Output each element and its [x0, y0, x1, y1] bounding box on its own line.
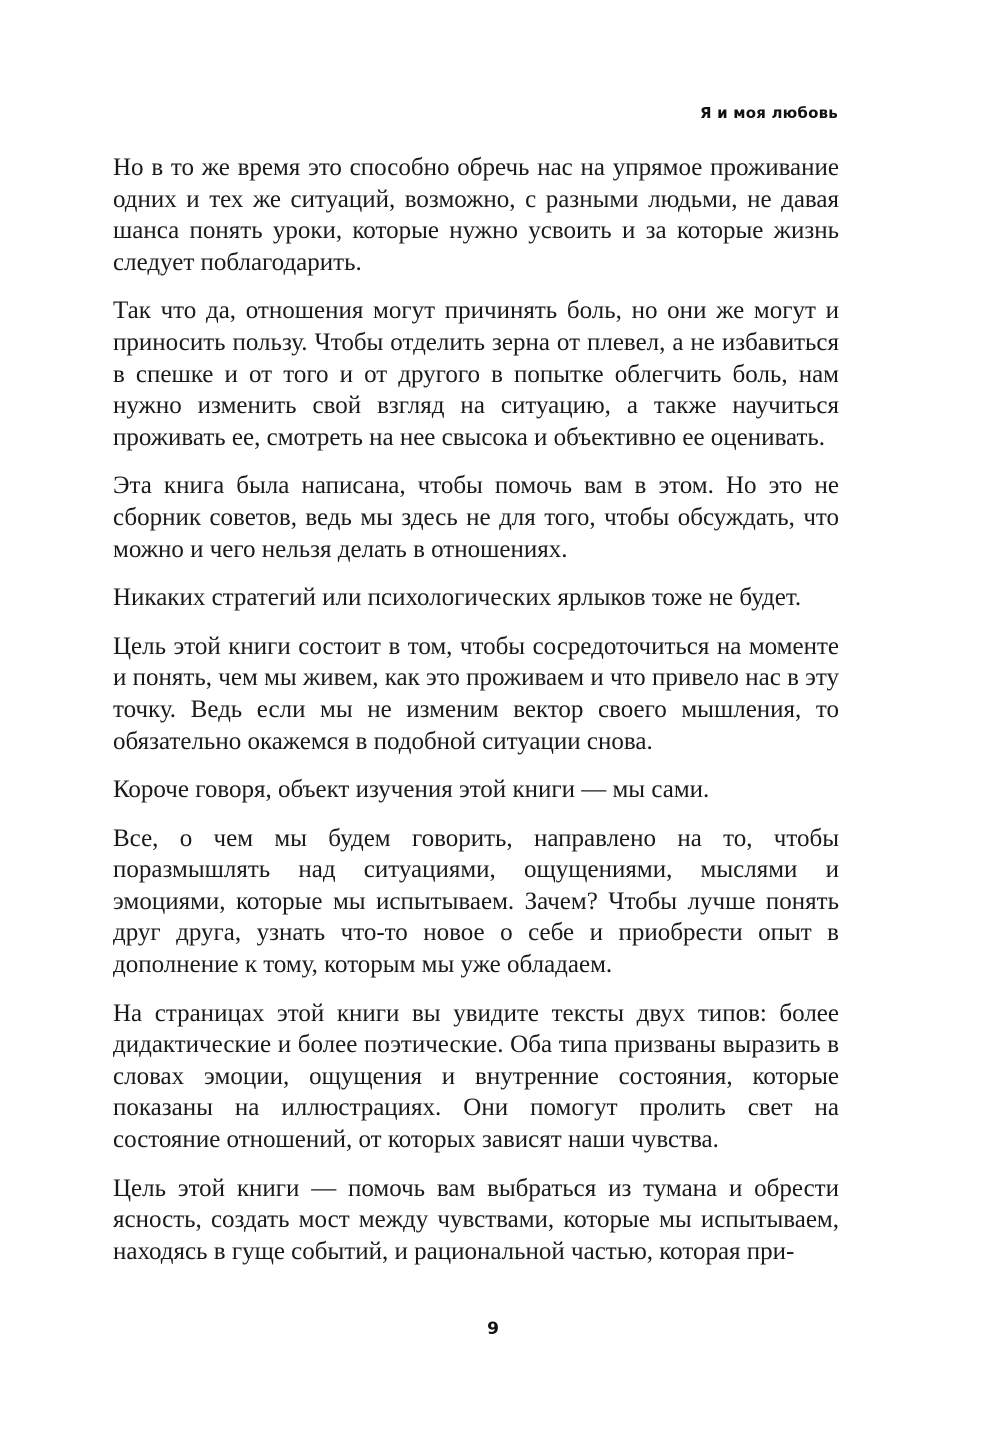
paragraph-4: Никаких стратегий или психологических ярлыков тоже не будет.: [113, 584, 802, 612]
paragraph-5: Цель этой книги состоит в том, чтобы сосредоточиться на моменте и понять, чем мы живем, как это проживаем и что привело нас в эту точку. Ведь если мы не изменим вектор своего мышления, то обязательно окажемся в подобной ситуации снова.: [113, 632, 839, 755]
running-head-title: Я и моя любовь: [699, 104, 838, 122]
paragraph-6: Короче говоря, объект изучения этой книги — мы сами.: [113, 776, 710, 804]
paragraph-3: Эта книга была написана, чтобы помочь вам в этом. Но это не сборник советов, ведь мы здесь не для того, чтобы обсуждать, что можно и чего нельзя делать в отношениях.: [113, 472, 839, 563]
page-number: 9: [487, 1319, 499, 1339]
paragraph-7: Все, о чем мы будем говорить, направлено на то, чтобы поразмышлять над ситуациями, ощущениями, мыслями и эмоциями, которые мы испытываем. Зачем? Чтобы лучше понять друг друга, узнать что-то новое о себе и приобрести опыт в дополнение к тому, которым мы уже обладаем.: [113, 824, 839, 979]
paragraph-2: Так что да, отношения могут причинять боль, но они же могут и приносить пользу. Чтобы отделить зерна от плевел, а не избавиться в спешке и от того и от другого в попытке облегчить боль, нам нужно изменить свой взгляд на ситуацию, а также научиться проживать ее, смотреть на нее свысока и объективно ее оценивать.: [113, 297, 839, 451]
paragraph-9: Цель этой книги — помочь вам выбраться из тумана и обрести ясность, создать мост между чувствами, которые мы испытываем, находясь в гуще событий, и рациональной частью, которая при-: [113, 1174, 839, 1265]
paragraph-8: На страницах этой книги вы увидите тексты двух типов: более дидактические и более поэтические. Оба типа призваны выразить в словах эмоции, ощущения и внутренние состояния, которые показаны на иллюстрациях. Они помогут пролить свет на состояние отношений, от которых зависят наши чувства.: [113, 999, 839, 1154]
page-body: [113, 152, 839, 1284]
paragraph-1: Но в то же время это способно обречь нас на упрямое проживание одних и тех же ситуаций, возможно, с разными людьми, не давая шанса понять уроки, которые нужно усвоить и за которые жизнь следует поблагодарить.: [113, 154, 839, 276]
